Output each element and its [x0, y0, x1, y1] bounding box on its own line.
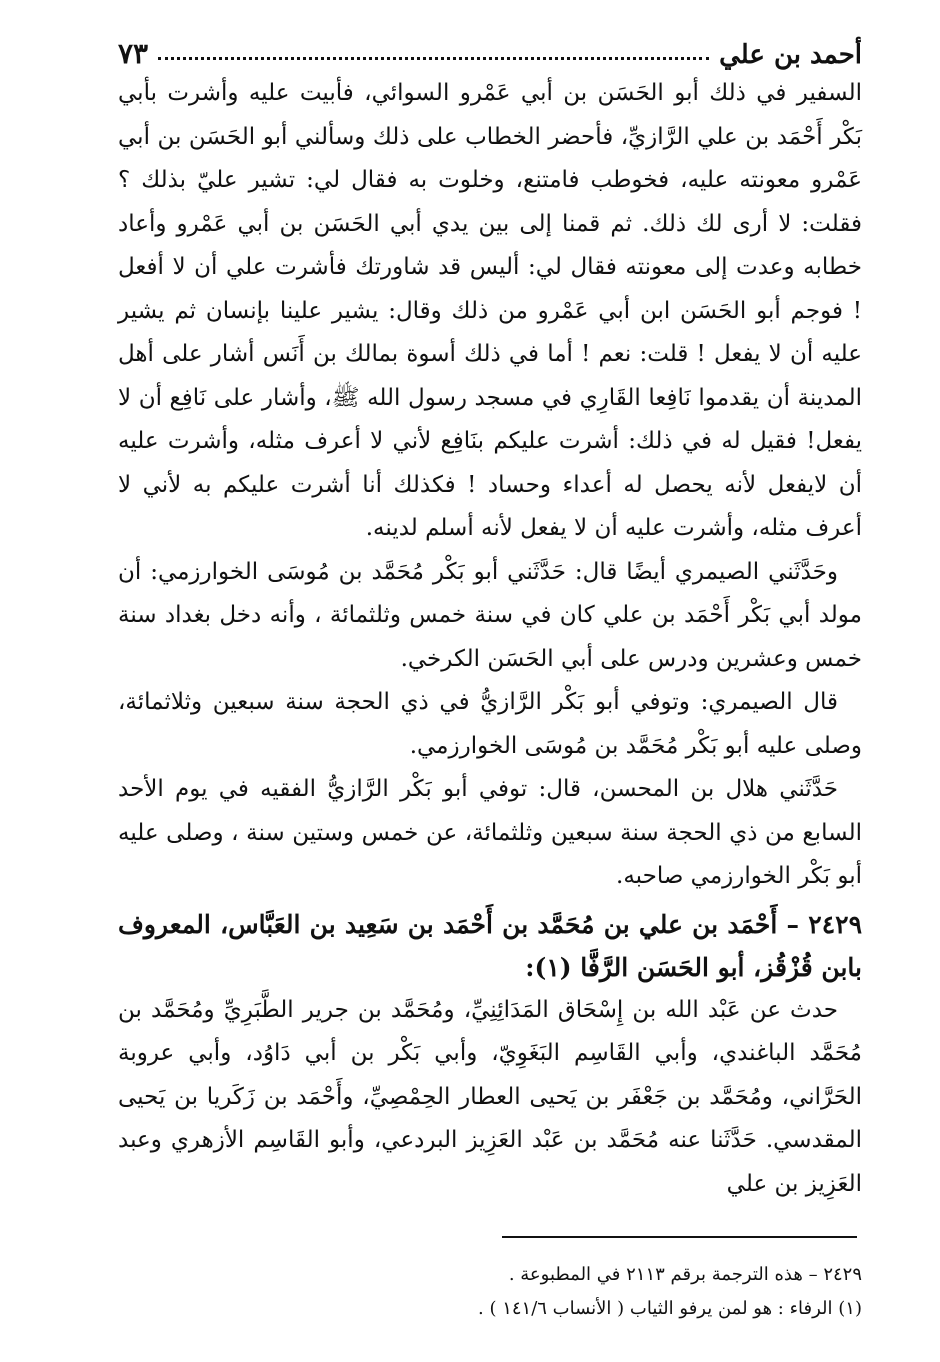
biography-entry-heading: ٢٤٢٩ – أَحْمَد بن علي بن مُحَمَّد بن أَحْمَد بن سَعِيد بن العَبَّاس، المعروف بابن قُزْقُز، أبو الحَسَن الرَّفَّا (١): — [118, 909, 862, 982]
paragraph: حَدَّثَني هلال بن المحسن، قال: توفي أبو بَكْر الرَّازيُّ الفقيه في يوم الأحد السابع من ذي الحجة سنة سبعين وثلثمائة، عن خمس وستين سنة ، وصلى عليه أبو بَكْر الخوارزمي صاحبه. — [118, 776, 862, 889]
paragraph: حدث عن عَبْد الله بن إِسْحَاق المَدَائِنِيِّ، ومُحَمَّد بن جرير الطَّبَرِيِّ ومُحَمَّد بن مُحَمَّد الباغندي، وأبي القَاسِم البَغَوِيّ، وأبي بَكْر بن أبي دَاوُد، وأبي عروبة الحَرَّاني، ومُحَمَّد بن جَعْفَر بن يَحيى العطار الحِمْصِيِّ، وأَحْمَد بن زَكَريا بن يَحيى المقدسي. حَدَّثَنا عنه مُحَمَّد بن عَبْد العَزِيز البردعي، وأبو القَاسِم الأزهري وعبد العَزِيز بن علي — [118, 996, 862, 1197]
main-text — [118, 72, 862, 1206]
footnote-separator — [502, 1236, 857, 1238]
footnote: ٢٤٢٩ – هذه الترجمة برقم ٢١١٣ في المطبوعة . — [508, 1264, 862, 1285]
page-number: ٧٣ — [118, 37, 149, 70]
footnote: (١) الرفاء : هو لمن يرفو الثياب ( الأنساب ١٤١/٦ ) . — [478, 1298, 862, 1319]
paragraph: وحَدَّثَني الصيمري أيضًا قال: حَدَّثَني أبو بَكْر مُحَمَّد بن مُوسَى الخوارزمي: أن مولد أبي بَكْر أَحْمَد بن علي كان في سنة خمس وثلثمائة ، وأنه دخل بغداد سنة خمس وعشرين ودرس على أبي الحَسَن الكرخي. — [118, 558, 862, 672]
footnotes — [300, 1258, 862, 1326]
paragraph: قال الصيمري: وتوفي أبو بَكْر الرَّازيُّ في ذي الحجة سنة سبعين وثلاثمائة، وصلى عليه أبو بَكْر مُحَمَّد بن مُوسَى الخوارزمي. — [118, 689, 862, 759]
paragraph: السفير في ذلك أبو الحَسَن بن أبي عَمْرو السوائي، فأبيت عليه وأشرت بأبي بَكْر أَحْمَد بن علي الرَّازيِّ، فأحضر الخطاب على ذلك وسألني أبو الحَسَن بن أبي عَمْرو معونته عليه، فخوطب فامتنع، وخلوت به فقال لي: تشير عليّ بذلك ؟ فقلت: لا أرى لك ذلك. ثم قمنا إلى بين يدي أبي الحَسَن بن أبي عَمْرو وأعاد خطابه وعدت إلى معونته فقال لي: أليس قد شاورتك فأشرت علي أن لا أفعل ! فوجم أبو الحَسَن ابن أبي عَمْرو من ذلك وقال: يشير علينا بإنسان ثم يشير عليه أن لا يفعل ! قلت: نعم ! أما في ذلك أسوة بمالك بن أَنَس أشار على أهل المدينة أن يقدموا نَافِعا القَارِي في مسجد رسول الله ﷺ، وأشار على نَافِع أن لا يفعل! فقيل له في ذلك: أشرت عليكم بنَافِع لأني لا أعرف مثله، وأشرت عليه أن لايفعل لأنه يحصل له أعداء وحساد ! فكذلك أنا أشرت عليكم به لأني لا أعرف مثله، وأشرت عليه أن لا يفعل لأنه أسلم لدينه. — [118, 80, 863, 541]
header-dotted-leader — [158, 57, 709, 60]
header-title: أحمد بن علي — [719, 40, 862, 70]
running-header — [118, 22, 862, 70]
